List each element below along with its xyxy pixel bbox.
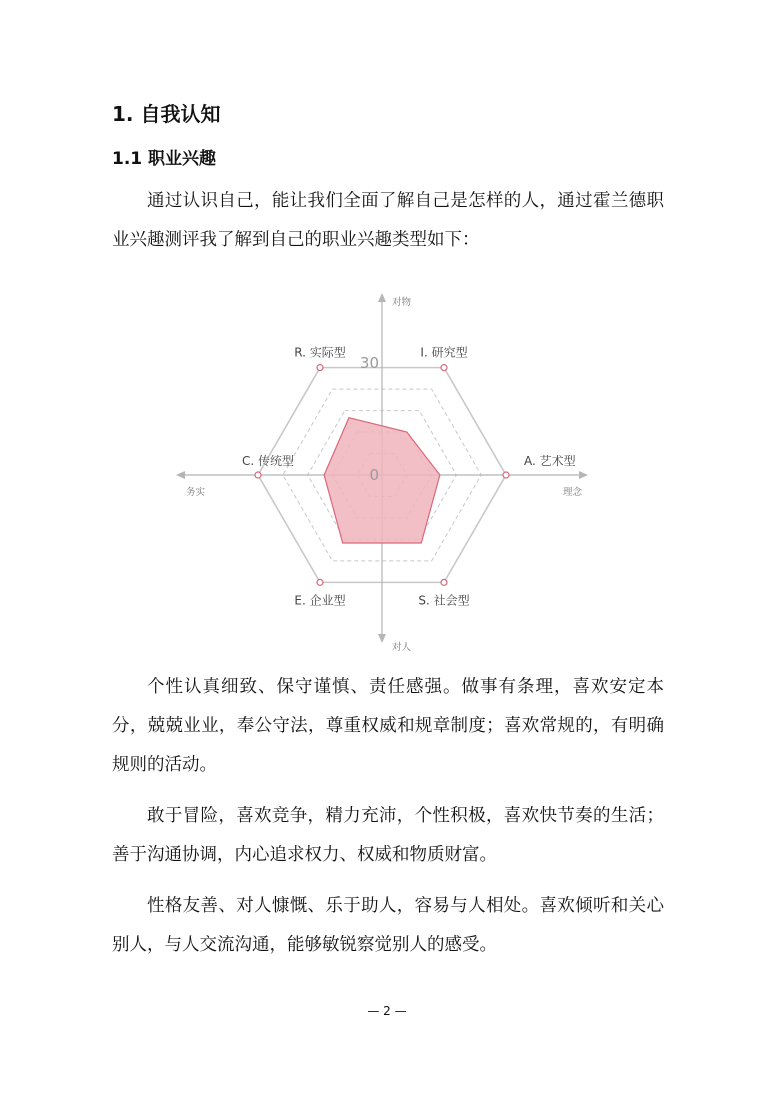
radar-vertex-marker (503, 472, 509, 478)
arrow-right-icon (579, 471, 588, 479)
axis-label-enterprising: E. 企业型 (294, 593, 346, 608)
arrow-up-icon (378, 293, 386, 302)
tick-label-min: 0 (369, 466, 379, 484)
axis-label-realistic: R. 实际型 (294, 345, 346, 360)
subsection-heading: 1.1 职业兴趣 (112, 149, 217, 169)
axis-label-conventional: C. 传统型 (242, 454, 295, 468)
axis-label-investigative: I. 研究型 (420, 345, 468, 360)
direction-label-ideas: 理念 (562, 487, 582, 498)
description-paragraph-enterprising: 敢于冒险，喜欢竞争，精力充沛，个性积极，喜欢快节奏的生活；善于沟通协调，内心追求权力、权威和物质财富。 (112, 806, 664, 865)
axis-label-social: S. 社会型 (418, 593, 470, 608)
arrow-down-icon (378, 634, 386, 643)
section-heading: 1. 自我认知 (112, 102, 221, 126)
intro-paragraph: 通过认识自己，能让我们全面了解自己是怎样的人，通过霍兰德职业兴趣测评我了解到自己的职业兴趣类型如下： (112, 191, 664, 250)
radar-data-area (324, 418, 440, 543)
radar-vertex-marker (317, 365, 323, 371)
radar-vertex-marker (441, 579, 447, 585)
direction-label-practical: 务实 (186, 487, 206, 498)
page-number: — 2 — (367, 1004, 407, 1018)
axis-label-artistic: A. 艺术型 (524, 454, 576, 468)
radar-vertex-marker (441, 365, 447, 371)
description-paragraph-social: 性格友善、对人慷慨、乐于助人，容易与人相处。喜欢倾听和关心别人，与人交流沟通，能够敏锐察觉别人的感受。 (112, 896, 664, 955)
direction-label-people: 对人 (392, 642, 412, 653)
radar-vertex-marker (255, 472, 261, 478)
tick-label-max: 30 (359, 354, 379, 372)
direction-label-things: 对物 (392, 297, 412, 308)
arrow-left-icon (176, 471, 185, 479)
radar-vertex-marker (317, 579, 323, 585)
description-paragraph-conventional: 个性认真细致、保守谨慎、责任感强。做事有条理，喜欢安定本分，兢兢业业，奉公守法，尊重权威和规章制度；喜欢常规的，有明确规则的活动。 (112, 677, 664, 775)
holland-radar-chart (170, 285, 610, 660)
